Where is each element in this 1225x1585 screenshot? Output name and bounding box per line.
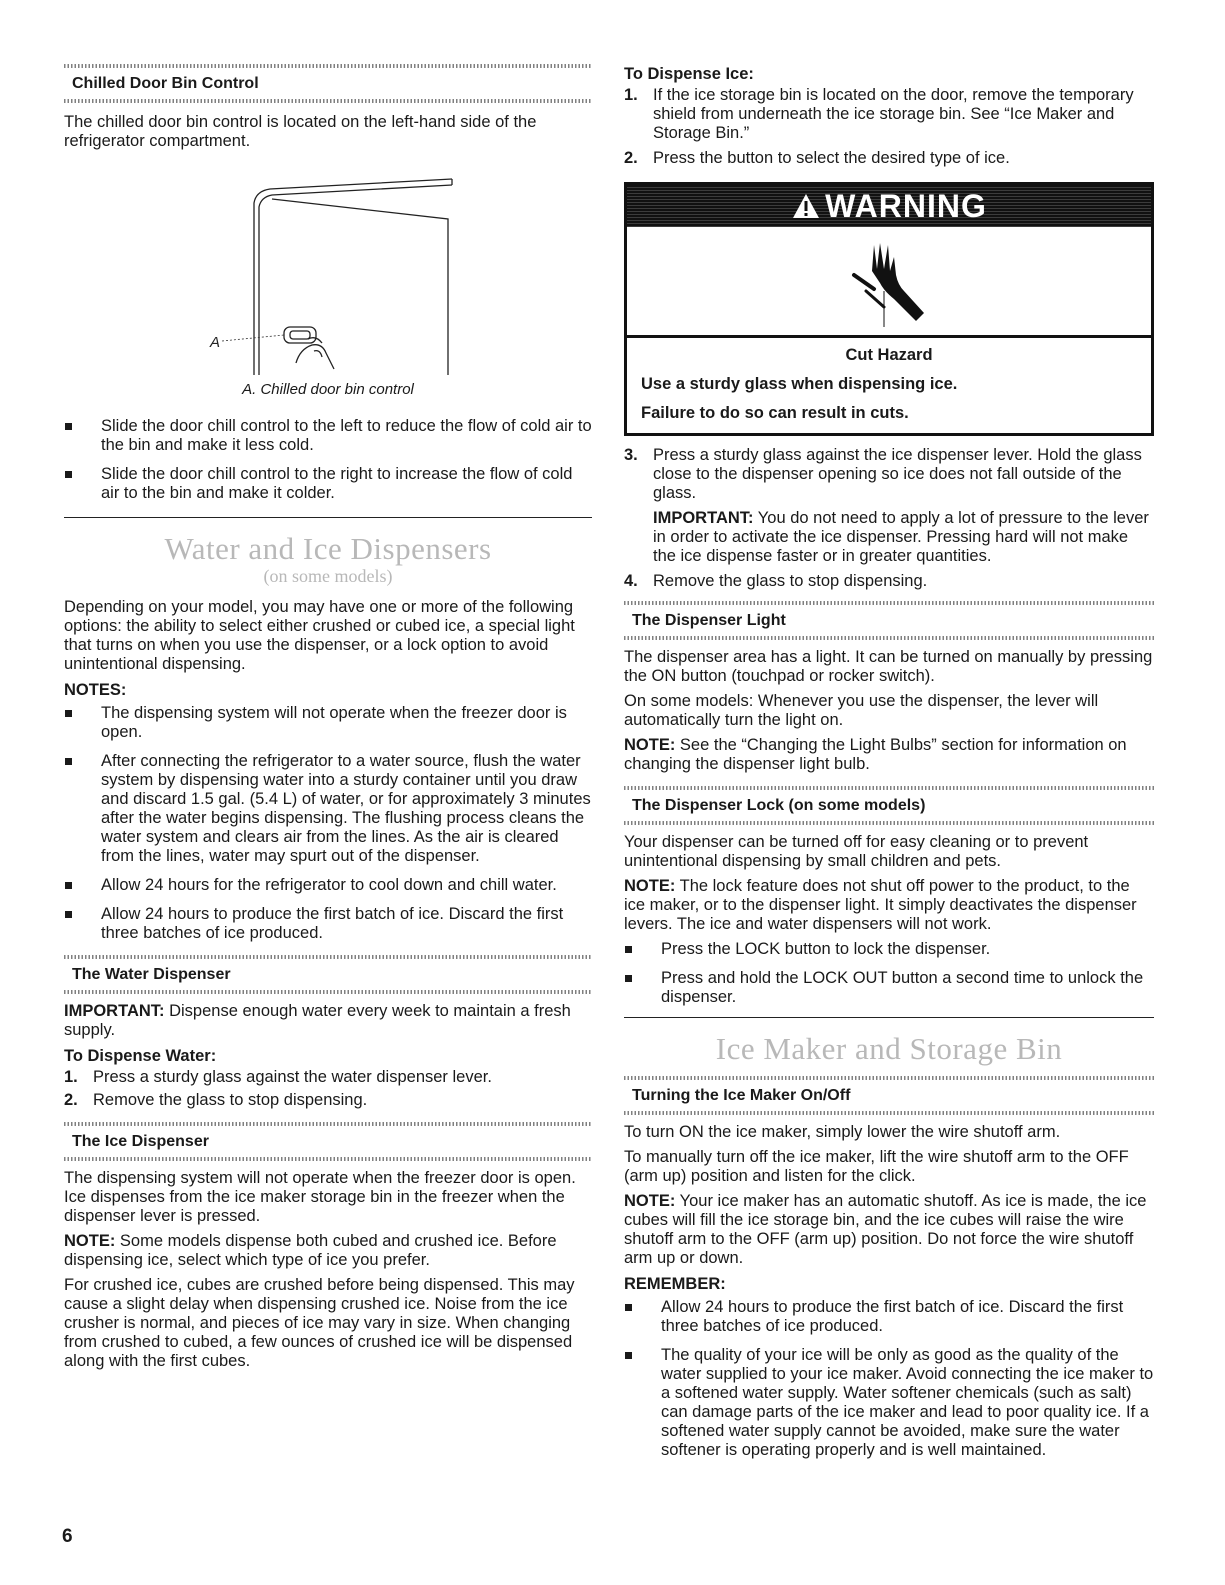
remember-label: REMEMBER:: [624, 1275, 726, 1293]
light-paragraph: On some models: Whenever you use the dispenser, the lever will automatically turn the light on.: [624, 692, 1099, 729]
section-rule: [624, 1017, 1154, 1018]
step-text: Press a sturdy glass against the water dispenser lever.: [93, 1068, 492, 1086]
dispensers-intro: Depending on your model, you may have one or more of the following options: the ability to select either crushed or cubed ice, a special light that turns on when you use the dispenser, or a lock option to avoid unintentional dispensing.: [64, 598, 575, 673]
subsection-title: The Dispenser Lock (on some models): [632, 797, 926, 814]
step-number: 1.: [624, 86, 638, 104]
light-paragraph: The dispenser area has a light. It can be turned on manually by pressing the ON button (touchpad or rocker switch).: [624, 648, 1153, 685]
note-label: NOTE:: [64, 1232, 116, 1250]
subsection-title: The Water Dispenser: [72, 966, 231, 983]
important-text: You do not need to apply a lot of pressure to the lever in order to activate the ice dispenser. Pressing hard will not make the ice dispense faster or in greater quantities.: [653, 509, 1149, 565]
ice-maker-onoff-heading: [624, 1076, 1154, 1115]
light-note: [624, 736, 1154, 774]
step-number: 1.: [64, 1068, 78, 1086]
subsection-title: Chilled Door Bin Control: [72, 75, 259, 92]
warning-band: [627, 185, 1151, 227]
note-text: Your ice maker has an automatic shutoff. As ice is made, the ice cubes will fill the ice storage bin, and the ice cubes will raise the wire shutoff arm to the OFF (arm up) position. Do not force the wire shutoff arm up or down.: [624, 1192, 1147, 1267]
refrigerator-door-illustration: [64, 163, 592, 383]
step-text: Remove the glass to stop dispensing.: [653, 572, 928, 590]
list-item: Press and hold the LOCK OUT button a second time to unlock the dispenser.: [624, 969, 1154, 1007]
ice-steps: [624, 86, 1154, 168]
notes-list: [64, 704, 592, 943]
lock-bullets: [624, 940, 1154, 1007]
dispense-water-label: To Dispense Water:: [64, 1047, 217, 1065]
warning-pictogram: [627, 227, 1151, 338]
note-label: NOTE:: [624, 877, 676, 895]
list-item: Allow 24 hours to produce the first batch of ice. Discard the first three batches of ice produced.: [624, 1298, 1154, 1336]
note-text: The lock feature does not shut off power to the product, to the ice maker, or to the dispenser light. It simply deactivates the dispenser levers. The ice and water dispensers will not work.: [624, 877, 1137, 933]
list-item: [624, 86, 1154, 143]
warning-triangle-icon: [791, 192, 821, 220]
dotted-rule: [624, 636, 1154, 640]
warning-line: Use a sturdy glass when dispensing ice.: [641, 375, 958, 393]
cut-hazard-hand-icon: [844, 235, 934, 327]
note-text: See the “Changing the Light Bulbs” section for information on changing the dispenser light bulb.: [624, 736, 1127, 773]
chilled-bullets: [64, 417, 592, 503]
warning-box: [624, 182, 1154, 436]
list-item: [624, 572, 1154, 591]
subsection-title: The Dispenser Light: [632, 612, 786, 629]
hazard-title: Cut Hazard: [845, 346, 933, 364]
list-item: After connecting the refrigerator to a water source, flush the water system by dispensing water into a sturdy container until you draw and discard 1.5 gal. (5.4 L) of water, or for approximately 3 minutes after the water begins dispensing. The flushing process cleans the water system and clears air from the lines. As the air is cleared from the lines, water may spurt out of the dispenser.: [64, 752, 592, 866]
list-item: Allow 24 hours for the refrigerator to cool down and chill water.: [64, 876, 592, 895]
note-label: NOTE:: [624, 1192, 676, 1210]
list-item: Slide the door chill control to the right to increase the flow of cold air to the bin and make it colder.: [64, 465, 592, 503]
step-text: If the ice storage bin is located on the door, remove the temporary shield from underneath the ice storage bin. See “Ice Maker and Storage Bin.”: [653, 86, 1134, 142]
list-item: The quality of your ice will be only as good as the quality of the water supplied to your ice maker. Avoid connecting the ice maker to a softened water supply. Water softener chemicals (such as salt) can damage parts of the ice maker and lead to poor quality ice. If a softened water supply cannot be avoided, make sure the water softener is operating properly and is well maintained.: [624, 1346, 1154, 1460]
dotted-rule: [64, 64, 592, 68]
page-number: 6: [62, 1526, 73, 1547]
note-text: Some models dispense both cubed and crushed ice. Before dispensing ice, select which type of ice you prefer.: [64, 1232, 557, 1269]
dotted-rule: [64, 1157, 592, 1161]
dotted-rule: [64, 990, 592, 994]
dotted-rule: [64, 955, 592, 959]
important-label: IMPORTANT:: [653, 509, 754, 527]
list-item: [64, 1068, 592, 1087]
dispense-ice-label: To Dispense Ice:: [624, 65, 754, 83]
step-number: 2.: [624, 149, 638, 167]
icemaker-note: [624, 1192, 1154, 1268]
figure-label-a: A: [210, 334, 221, 351]
ice-note: [64, 1232, 592, 1270]
section-rule: [64, 517, 592, 518]
dotted-rule: [624, 786, 1154, 790]
step-number: 3.: [624, 446, 638, 464]
important-label: IMPORTANT:: [64, 1002, 165, 1020]
lock-paragraph: Your dispenser can be turned off for easy cleaning or to prevent unintentional dispensing by small children and pets.: [624, 833, 1089, 870]
left-column: [64, 64, 592, 1371]
step-text: Press a sturdy glass against the ice dispenser lever. Hold the glass close to the dispenser opening so ice does not fall outside of the glass.: [653, 446, 1142, 502]
notes-label: NOTES:: [64, 681, 127, 699]
warning-line: Failure to do so can result in cuts.: [641, 404, 909, 422]
chilled-intro: The chilled door bin control is located on the left-hand side of the refrigerator compartment.: [64, 113, 537, 150]
step-text: Press the button to select the desired type of ice.: [653, 149, 1010, 167]
warning-title: WARNING: [825, 187, 987, 224]
list-item: [624, 149, 1154, 168]
list-item: Slide the door chill control to the left to reduce the flow of cold air to the bin and make it less cold.: [64, 417, 592, 455]
ice-steps-continued: [624, 446, 1154, 591]
dotted-rule: [624, 601, 1154, 605]
right-column: [624, 64, 1154, 1460]
dotted-rule: [624, 821, 1154, 825]
water-important: [64, 1002, 592, 1040]
icemaker-paragraph: To manually turn off the ice maker, lift the wire shutoff arm to the OFF (arm up) position and listen for the click.: [624, 1148, 1129, 1185]
step-number: 4.: [624, 572, 638, 590]
list-item: [64, 1091, 592, 1110]
water-dispenser-heading: [64, 955, 592, 994]
warning-text: [627, 338, 1151, 433]
ice-paragraph: The dispensing system will not operate when the freezer door is open. Ice dispenses from the ice maker storage bin in the freezer when the dispenser lever is pressed.: [64, 1169, 576, 1225]
dotted-rule: [624, 1111, 1154, 1115]
step-text: Remove the glass to stop dispensing.: [93, 1091, 368, 1109]
dispenser-light-heading: [624, 601, 1154, 640]
water-steps: [64, 1068, 592, 1110]
ice-paragraph: For crushed ice, cubes are crushed before being dispensed. This may cause a slight delay when dispensing crushed ice. Noise from the ice crusher is normal, and pieces of ice may vary in size. When changing from crushed to cubed, a few ounces of crushed ice will be dispensed along with the first cubes.: [64, 1276, 575, 1370]
important-paragraph: [653, 509, 1154, 566]
note-label: NOTE:: [624, 736, 676, 754]
subsection-title: Turning the Ice Maker On/Off: [632, 1087, 851, 1104]
dotted-rule: [64, 1122, 592, 1126]
icemaker-paragraph: To turn ON the ice maker, simply lower the wire shutoff arm.: [624, 1123, 1061, 1141]
section-heading: Water and Ice Dispensers: [164, 531, 492, 566]
ice-dispenser-heading: [64, 1122, 592, 1161]
subsection-title: The Ice Dispenser: [72, 1133, 209, 1150]
list-item: [624, 446, 1154, 566]
chilled-door-bin-figure: [64, 163, 592, 383]
chilled-door-bin-heading: [64, 64, 592, 103]
list-item: The dispensing system will not operate when the freezer door is open.: [64, 704, 592, 742]
list-item: Press the LOCK button to lock the dispenser.: [624, 940, 1154, 959]
dotted-rule: [624, 1076, 1154, 1080]
section-subheading: (on some models): [263, 566, 393, 586]
dispenser-lock-heading: [624, 786, 1154, 825]
dotted-rule: [64, 99, 592, 103]
step-number: 2.: [64, 1091, 78, 1109]
section-heading: Ice Maker and Storage Bin: [715, 1031, 1063, 1066]
figure-caption: A. Chilled door bin control: [242, 381, 414, 398]
important-text: Dispense enough water every week to maintain a fresh supply.: [64, 1002, 571, 1039]
lock-note: [624, 877, 1154, 934]
list-item: Allow 24 hours to produce the first batch of ice. Discard the first three batches of ice produced.: [64, 905, 592, 943]
remember-bullets: [624, 1298, 1154, 1460]
